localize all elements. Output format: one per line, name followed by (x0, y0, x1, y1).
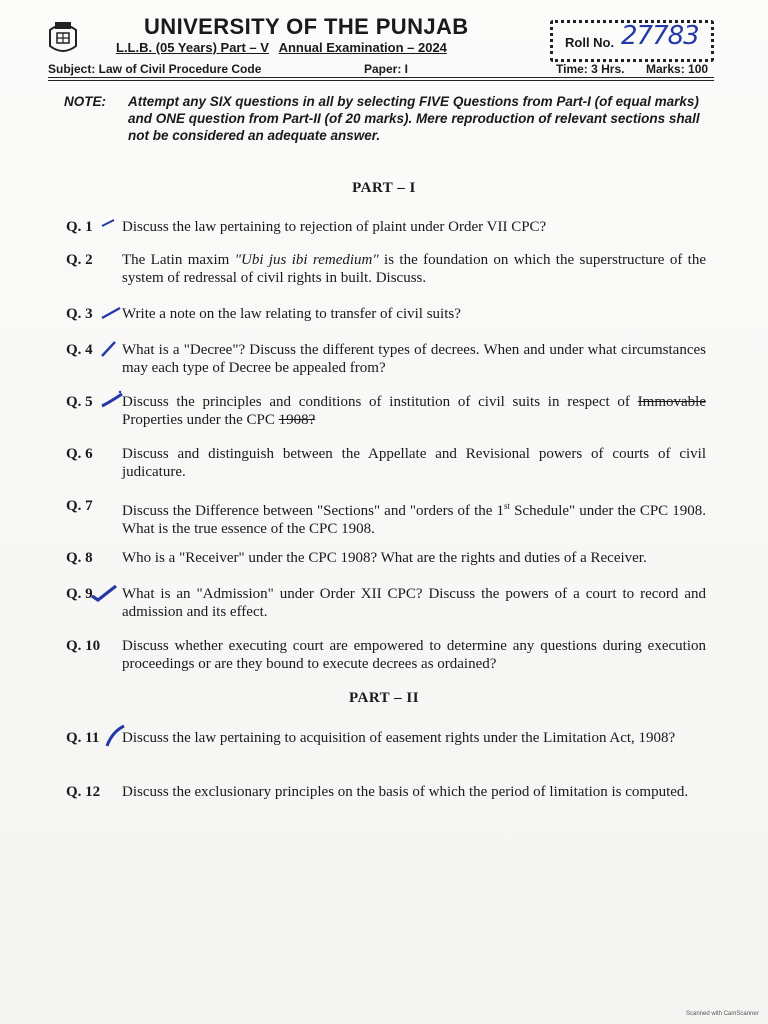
note-text: Attempt any SIX questions in all by selecting FIVE Questions from Part-I (of equal marks) and ONE question from Part-II (of 20 marks). Mere reproduction of relevant sections shall not be considered an adequate answer. (128, 94, 700, 143)
question-text: What is an "Admission" under Order XII CPC? Discuss the powers of a court to record and admission and its effect. (122, 586, 706, 620)
question-number: Q. 4 (66, 342, 93, 358)
time-label: Time: 3 Hrs. (556, 62, 625, 76)
pen-tick-icon (104, 724, 126, 748)
question-text: Discuss and distinguish between the Appellate and Revisional powers of courts of civil judicature. (122, 446, 706, 480)
question-text: Write a note on the law relating to transfer of civil suits? (122, 306, 461, 322)
marks-label: Marks: 100 (646, 62, 709, 76)
question-text: Discuss the law pertaining to acquisition of easement rights under the Limitation Act, 1908? (122, 730, 676, 746)
subject-line (48, 60, 714, 78)
question-text: Discuss the law pertaining to rejection of plaint under Order VII CPC? (122, 219, 547, 235)
subject-label: Subject: Law of Civil Procedure Code (48, 62, 262, 76)
question-text: Discuss the principles and conditions of institution of civil suits in respect of Immovable Properties under the CPC 1908? (122, 394, 706, 428)
pen-tick-icon (100, 218, 116, 228)
question-number: Q. 6 (66, 446, 93, 462)
pen-tick-icon (100, 390, 124, 410)
paper-label: Paper: I (364, 62, 409, 76)
university-crest-icon (46, 16, 80, 56)
exam-title (116, 40, 447, 55)
note-label: NOTE: (64, 94, 106, 109)
question-number: Q. 5 (66, 394, 93, 410)
pen-tick-icon (90, 584, 118, 602)
pen-tick-icon (100, 340, 118, 358)
roll-value: 27783 (621, 21, 699, 51)
question-number: Q. 1 (66, 219, 93, 235)
university-name: UNIVERSITY OF THE PUNJAB (144, 14, 469, 39)
question-number: Q. 11 (66, 730, 100, 746)
part-two-heading: PART – II (348, 690, 420, 706)
roll-label: Roll No. (565, 35, 615, 50)
question-number: Q. 2 (66, 252, 93, 268)
header-divider (48, 77, 714, 78)
question-number: Q. 10 (66, 638, 101, 654)
scanner-watermark: Scanned with CamScanner (686, 1011, 759, 1017)
header-divider-secondary (48, 80, 714, 81)
question-text: Discuss the exclusionary principles on the basis of which the period of limitation is computed. (122, 784, 689, 800)
question-text: Discuss the Difference between "Sections" and "orders of the 1st Schedule" under the CPC 1908. What is the true essence of the CPC 1908. (122, 501, 706, 537)
question-text: What is a "Decree"? Discuss the different types of decrees. When and under what circumstances may each type of Decree be appealed from? (122, 342, 706, 376)
part-one-heading: PART – I (352, 180, 416, 196)
question-number: Q. 7 (66, 498, 93, 514)
question-text: Discuss whether executing court are empowered to determine any questions during execution proceedings or are they bound to execute decrees as ordained? (122, 638, 706, 672)
question-number: Q. 3 (66, 306, 93, 322)
exam-program: L.L.B. (05 Years) Part – V (116, 40, 269, 55)
question-number: Q. 12 (66, 784, 101, 800)
pen-tick-icon (100, 306, 122, 320)
question-number: Q. 9 (66, 586, 93, 602)
question-text: The Latin maxim "Ubi jus ibi remedium" is the foundation on which the superstructure of the system of redressal of civil rights in built. Discuss. (122, 252, 706, 286)
question-number: Q. 8 (66, 550, 93, 566)
exam-session: Annual Examination – 2024 (278, 40, 447, 55)
roll-number-box (550, 20, 714, 62)
question-text: Who is a "Receiver" under the CPC 1908? What are the rights and duties of a Receiver. (122, 550, 647, 566)
